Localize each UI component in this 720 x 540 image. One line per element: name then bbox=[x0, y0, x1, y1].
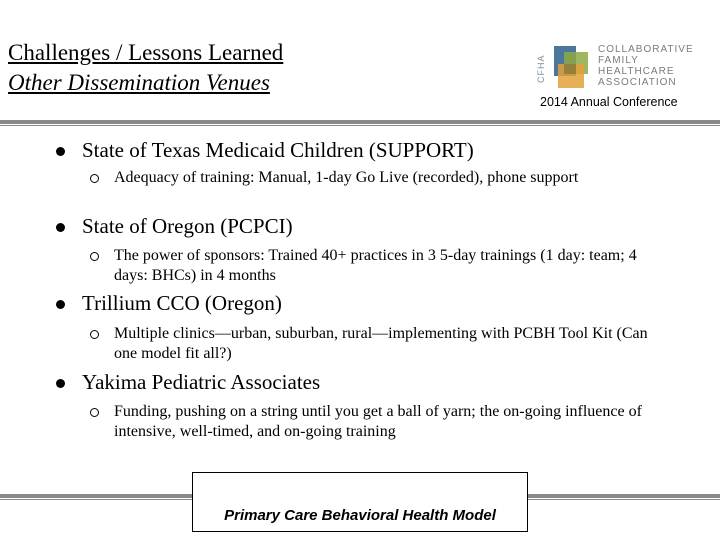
footer-label: Primary Care Behavioral Health Model bbox=[224, 507, 496, 524]
title-line-1: Challenges / Lessons Learned bbox=[8, 40, 284, 65]
bullet-text: Yakima Pediatric Associates bbox=[82, 370, 321, 394]
logo-org-name: COLLABORATIVE FAMILY HEALTHCARE ASSOCIATION bbox=[598, 44, 694, 88]
cfha-logo bbox=[536, 40, 716, 100]
sub-bullet-ring-icon bbox=[90, 252, 99, 261]
logo-abbrev: CFHA bbox=[536, 54, 546, 84]
bullet-text: State of Texas Medicaid Children (SUPPORT) bbox=[82, 138, 474, 162]
top-divider-thin bbox=[0, 125, 720, 126]
sub-bullet-ring-icon bbox=[90, 174, 99, 183]
sub-bullet-ring-icon bbox=[90, 408, 99, 417]
top-divider bbox=[0, 120, 720, 124]
bullet-text: Trillium CCO (Oregon) bbox=[82, 291, 282, 315]
logo-mark-icon bbox=[552, 42, 592, 90]
bullet-dot-icon bbox=[56, 147, 65, 156]
bullet-text: State of Oregon (PCPCI) bbox=[82, 214, 293, 238]
sub-bullet-text: Funding, pushing on a string until you get a ball of yarn; the on-going influence of intensive, well-timed, and on-going training bbox=[114, 403, 642, 440]
bullet-dot-icon bbox=[56, 379, 65, 388]
footer-box bbox=[192, 472, 528, 532]
sub-bullet-text: Multiple clinics—urban, suburban, rural—implementing with PCBH Tool Kit (Can one model fit all?) bbox=[114, 325, 648, 362]
bullet-dot-icon bbox=[56, 300, 65, 309]
sub-bullet-text: Adequacy of training: Manual, 1-day Go Live (recorded), phone support bbox=[114, 169, 579, 186]
title-line-2: Other Dissemination Venues bbox=[8, 70, 270, 95]
conference-label: 2014 Annual Conference bbox=[540, 95, 678, 109]
bullet-dot-icon bbox=[56, 223, 65, 232]
sub-bullet-text: The power of sponsors: Trained 40+ practices in 3 5-day trainings (1 day: team; 4 days: BHCs) in 4 months bbox=[114, 247, 637, 284]
slide-title bbox=[8, 38, 283, 98]
sub-bullet-ring-icon bbox=[90, 330, 99, 339]
